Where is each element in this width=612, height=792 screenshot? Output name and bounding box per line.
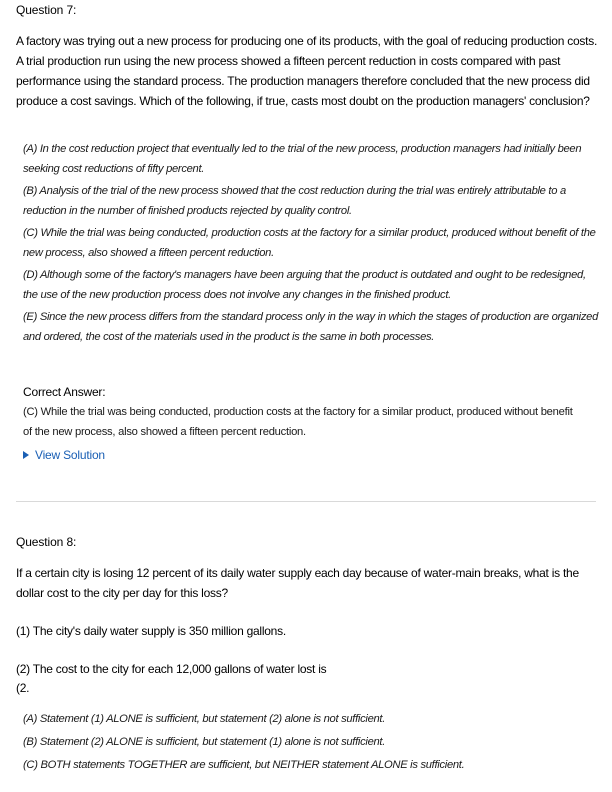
- view-solution-label: View Solution: [35, 448, 105, 462]
- question-7-label: Question 7:: [16, 3, 77, 17]
- section-divider: [16, 501, 596, 502]
- question-8-statement-2-continued: (2.: [16, 681, 30, 695]
- view-solution-link[interactable]: [23, 448, 105, 462]
- correct-answer-label: Correct Answer:: [23, 385, 106, 399]
- question-7-option-c: (C) While the trial was being conducted, production costs at the factory for a similar product, produced without benefit of the new process, also showed a fifteen percent reduction.: [23, 227, 596, 259]
- question-8-option-a: (A) Statement (1) ALONE is sufficient, but statement (2) alone is not sufficient.: [23, 713, 386, 725]
- question-8-stem: If a certain city is losing 12 percent of its daily water supply each day because of water-main breaks, what is the dollar cost to the city per day for this loss?: [16, 566, 579, 600]
- question-8-option-b: (B) Statement (2) ALONE is sufficient, but statement (1) alone is not sufficient.: [23, 736, 386, 748]
- triangle-right-icon: [23, 451, 29, 459]
- question-8-statement-1: (1) The city's daily water supply is 350 million gallons.: [16, 624, 286, 638]
- question-7-option-a: (A) In the cost reduction project that eventually led to the trial of the new process, production managers had initially been seeking cost reductions of fifty percent.: [23, 143, 582, 175]
- question-7-option-d: (D) Although some of the factory's managers have been arguing that the product is outdated and ought to be redesigned, the use of the new production process does not involve any changes in the finished product.: [23, 269, 586, 301]
- question-7-option-e: (E) Since the new process differs from the standard process only in the way in which the stages of production are organized and ordered, the cost of the materials used in the product is the same in both processes.: [23, 311, 599, 343]
- question-7-stem: A factory was trying out a new process for producing one of its products, with the goal of reducing production costs. A trial production run using the new process showed a fifteen percent reduction in costs compared with past performance using the standard process. The production managers therefore concluded that the new process did produce a cost savings. Which of the following, if true, casts most doubt on the production managers' conclusion?: [16, 34, 598, 108]
- question-8-label: Question 8:: [16, 535, 77, 549]
- question-8-option-c: (C) BOTH statements TOGETHER are sufficient, but NEITHER statement ALONE is sufficient.: [23, 759, 465, 771]
- question-7-option-b: (B) Analysis of the trial of the new process showed that the cost reduction during the trial was entirely attributable to a reduction in the number of finished products rejected by quality control.: [23, 185, 566, 217]
- question-8-statement-2: (2) The cost to the city for each 12,000 gallons of water lost is: [16, 662, 327, 676]
- correct-answer-text: (C) While the trial was being conducted, production costs at the factory for a similar product, produced without benefit of the new process, also showed a fifteen percent reduction.: [23, 406, 573, 438]
